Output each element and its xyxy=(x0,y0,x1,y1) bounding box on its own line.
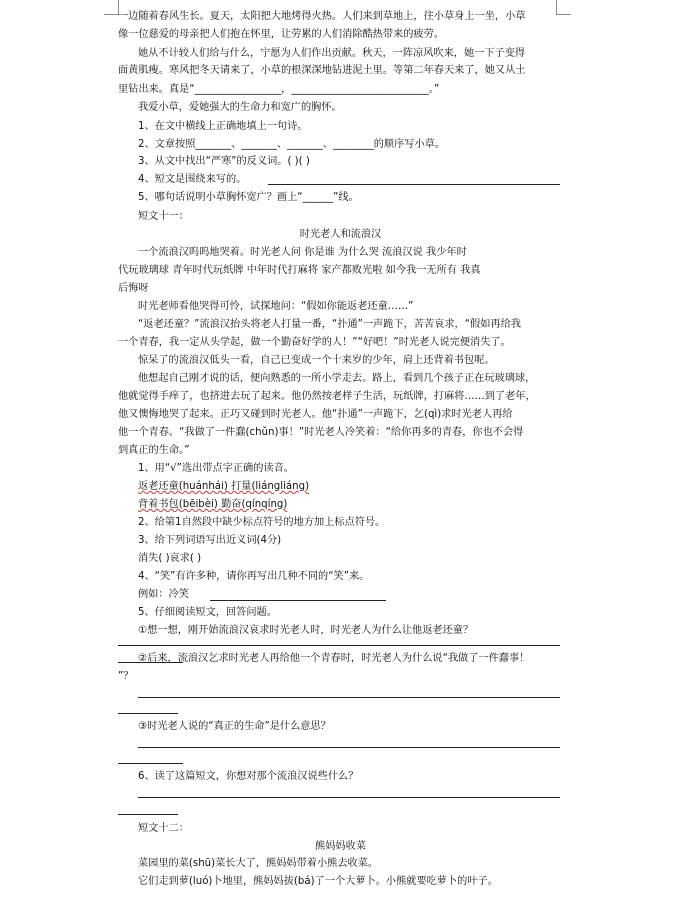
text-line: 时光老师看他哭得可怜，试探地问：“假如你能返老还童……” xyxy=(138,301,414,312)
question-line: 3、从文中找出“严寒”的反义词。( )( ) xyxy=(138,156,310,167)
answer-blank-line xyxy=(118,645,560,646)
story-title: 时光老人和流浪汉 xyxy=(299,229,382,240)
answer-blank-line xyxy=(118,763,183,764)
text-line: 它们走到萝(luó)卜地里，熊妈妈拔(bá)了一个大萝卜。小熊就要吃萝卜的叶子。 xyxy=(138,876,498,887)
text-line: “返老还童？”流浪汉抬头将老人打量一番，“扑通”一声跪下，苦苦哀求，“假如再给我 xyxy=(138,319,521,330)
question-line: 5、哪句话说明小草胸怀宽广？画上“______”线。 xyxy=(138,192,359,203)
answer-blank-line xyxy=(268,184,560,185)
example-line: 例如：冷笑 xyxy=(138,589,189,600)
answer-blank-line xyxy=(210,600,386,601)
answer-blank-line xyxy=(138,747,560,748)
text-line: 代玩玻璃球 青年时代玩纸牌 中年时代打麻将 家产都败光啦 如今我一无所有 我真 xyxy=(118,265,481,276)
pinyin-line: 返老还童(huánhái) 打量(liángliáng) xyxy=(138,481,310,492)
question-line: 4、短文是围绕来写的。 xyxy=(138,174,247,185)
text-line: 一边随着春风生长。夏天，太阳把大地烤得火热。人们来到草地上，往小草身上一坐，小草 xyxy=(118,11,526,22)
pinyin-line: 背着书包(bēibèi) 勤奋(qínqíng) xyxy=(138,499,288,510)
question-line: ③时光老人说的“真正的生命”是什么意思？ xyxy=(138,721,331,732)
text-line: 一个青春，我一定从头学起，做一个勤奋好学的人！”“好吧！”时光老人说完便消失了。 xyxy=(118,337,511,348)
question-line: 4、“笑”有许多种，请你再写出几种不同的“笑”来。 xyxy=(138,571,370,582)
text-line: 他又懊悔地哭了起来。正巧又碰到时光老人。他“扑通”一声跪下，乞(qì)求时光老人再给 xyxy=(118,409,513,420)
answer-blank-line xyxy=(138,697,560,698)
question-line: ①想一想，刚开始流浪汉哀求时光老人时，时光老人为什么让他返老还童？ xyxy=(138,625,474,636)
section-heading: 短文十一： xyxy=(138,211,189,222)
text-line: 一个流浪汉呜呜地哭着。时光老人问 你是谁 为什么哭 流浪汉说 我少年时 xyxy=(138,247,467,258)
text-line: 面黄肌瘦。寒风把冬天请来了，小草的根深深地钻进泥土里。等第二年春天来了，她又从土 xyxy=(118,65,526,76)
answer-blank-line xyxy=(138,797,560,798)
text-line: 到真正的生命。” xyxy=(118,445,190,456)
section-heading: 短文十二： xyxy=(138,823,189,834)
question-line: 3、给下列词语写出近义词(4分) xyxy=(138,535,282,546)
story-title: 熊妈妈收菜 xyxy=(315,841,366,852)
text-line: 他想起自己刚才说的话，便向熟悉的一所小学走去。路上，看到几个孩子正在玩玻璃球， xyxy=(138,373,536,384)
text-line: 像一位慈爱的母亲把人们抱在怀里，让劳累的人们消除酷热带来的疲劳。 xyxy=(118,29,444,40)
text-line: 他一个青春。“我做了一件蠢(chǔn)事！”时光老人冷笑着：“给你再多的青春，你也不会得 xyxy=(118,427,524,438)
text-line: 我爱小草，爱她强大的生命力和宽广的胸怀。 xyxy=(138,102,342,113)
question-line: 消失( )哀求( ) xyxy=(138,553,202,564)
question-line: ”？ xyxy=(118,671,134,682)
question-line: 1、在文中横线上正确地填上一句诗。 xyxy=(138,121,308,132)
question-line: 2、文章按照_______、_______、_______、________的顺序写小草。 xyxy=(138,139,446,150)
question-line: ②后来，流浪汉乞求时光老人再给他一个青春时，时光老人为什么说“我做了一件蠢事！ xyxy=(138,653,530,664)
text-line: 里钻出来。真是“_________________，___________________________。” xyxy=(118,84,440,95)
question-line: 6、读了这篇短文，你想对那个流浪汉说些什么？ xyxy=(138,771,359,782)
text-line: 惊呆了的流浪汉低头一看，自己已变成一个十来岁的少年，肩上还背着书包呢。 xyxy=(138,355,495,366)
question-line: 2、给第1自然段中缺少标点符号的地方加上标点符号。 xyxy=(138,517,386,528)
text-line: 他就觉得手痒了，也挤进去玩了起来。他仍然按老样子生活，玩纸牌，打麻将……到了老年， xyxy=(118,391,536,402)
answer-blank-line xyxy=(118,814,178,815)
page-corner-mark xyxy=(104,0,119,15)
question-line: 1、用“√”选出带点字正确的读音。 xyxy=(138,463,294,474)
answer-blank-line xyxy=(118,713,178,714)
text-line: 她从不计较人们给与什么，宁愿为人们作出贡献。秋天，一阵凉风吹来，她一下子变得 xyxy=(138,48,526,59)
text-line: 后悔呀 xyxy=(118,283,149,294)
question-line: 5、仔细阅读短文，回答问题。 xyxy=(138,607,277,618)
text-line: 菜园里的菜(shū)菜长大了，熊妈妈带着小熊去收菜。 xyxy=(138,858,379,869)
